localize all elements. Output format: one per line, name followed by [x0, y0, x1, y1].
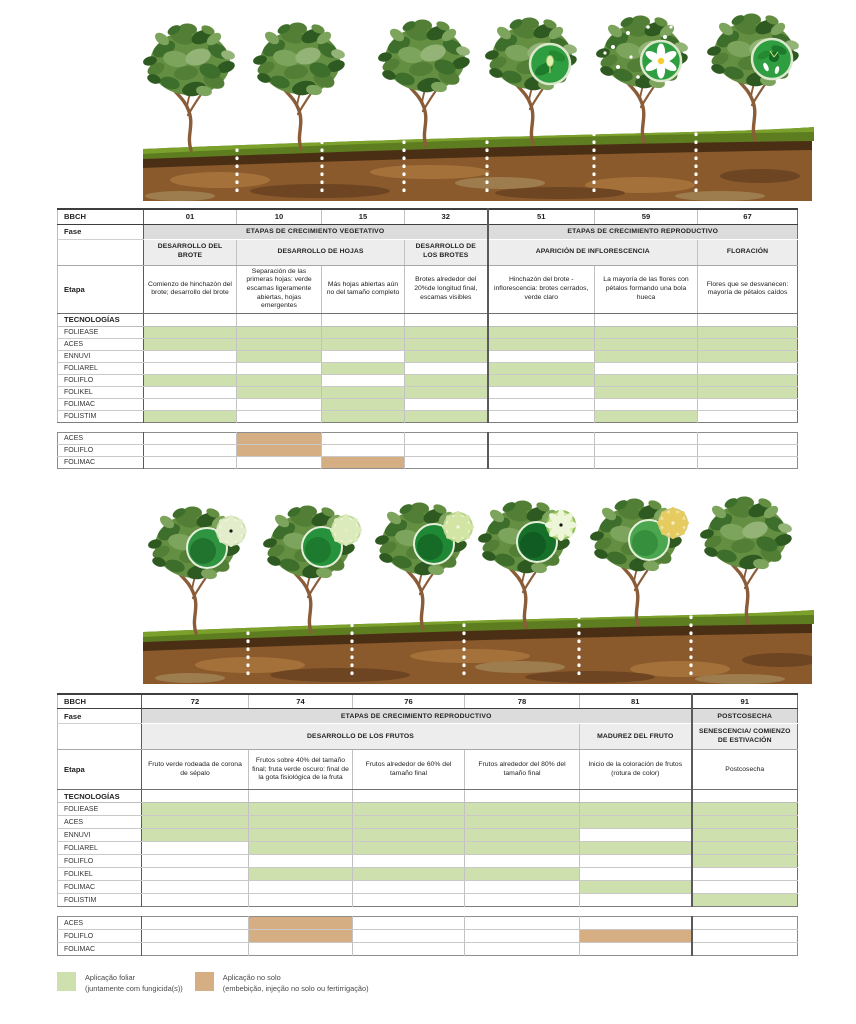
soil-cell-folimac-01 [144, 456, 237, 468]
foliar-cell-folikel-15 [322, 386, 405, 398]
foliar-cell-ennuvi-76 [353, 829, 465, 842]
bbch-stage-81: 81 [580, 694, 692, 709]
foliar-swatch-icon [57, 972, 76, 991]
subfase-band-aparici-n-de-inflorescencia: APARICIÓN DE INFLORESCENCIA [488, 239, 698, 265]
soil-cell-foliflo-76 [353, 930, 465, 943]
foliar-cell-foliarel-76 [353, 842, 465, 855]
soil-cell-folimac-81 [580, 943, 692, 956]
petal-fall-icon [752, 39, 792, 79]
bbch-stage-74: 74 [249, 694, 353, 709]
soil-cell-folimac-51 [488, 456, 595, 468]
tech-label-foliflo: FOLIFLO [58, 444, 144, 456]
foliar-cell-folistim-72 [142, 894, 249, 907]
etapa-stage-15: Más hojas abiertas aún no del tamaño completo [322, 265, 405, 313]
legend-foliar-label: Aplicação foliar [85, 973, 136, 983]
foliar-cell-folikel-81 [580, 868, 692, 881]
tech-label-folistim: FOLISTIM [64, 412, 97, 420]
soil-cell-aces-10 [237, 432, 322, 444]
foliar-cell-foliflo-81 [580, 855, 692, 868]
etapa-stage-81: Inicio de la coloración de frutos (rotura de color) [580, 750, 692, 790]
etapa-stage-91: Postcosecha [692, 750, 798, 790]
subfase-row [58, 239, 798, 265]
fase-band-etapas-de-crecimiento-reproductivo: ETAPAS DE CRECIMIENTO REPRODUCTIVO [142, 709, 692, 724]
legend-item-foliar [57, 972, 183, 994]
foliar-cell-ennuvi-32 [405, 350, 488, 362]
soil-cell-foliflo-74 [249, 930, 353, 943]
tech-label-folimac: FOLIMAC [58, 881, 142, 894]
foliar-row-folimac [58, 881, 798, 894]
soil-cell-folimac-76 [353, 943, 465, 956]
soil-cell-aces-78 [465, 917, 580, 930]
reproductive-table-section [57, 693, 798, 957]
foliar-cell-foliease-15 [322, 326, 405, 338]
foliar-cell-folistim-91 [692, 894, 798, 907]
soil-cell-folimac-67 [698, 456, 798, 468]
fase-row [58, 224, 798, 239]
soil-strip [143, 610, 818, 684]
etapa-stage-32: Brotes alrededor del 20%de longitud final, escamas visibles [405, 265, 488, 313]
tecnologias-cell-10 [237, 313, 322, 326]
foliar-row-folistim [58, 410, 798, 422]
soil-cell-aces-76 [353, 917, 465, 930]
etapa-row [58, 265, 798, 313]
foliar-cell-folikel-10 [237, 386, 322, 398]
tree-stage-01 [142, 23, 236, 150]
bbch-stage-72: 72 [142, 694, 249, 709]
foliar-cell-foliarel-59 [595, 362, 698, 374]
bottom-table [57, 693, 798, 908]
subfase-band-senescencia-comienzo-de-estivaci-n: SENESCENCIA/ COMIENZO DE ESTIVACIÓN [692, 724, 798, 750]
foliar-cell-folimac-15 [322, 398, 405, 410]
tecnologias-row [58, 313, 798, 326]
soil-cell-foliflo-59 [595, 444, 698, 456]
soil-cell-foliflo-10 [237, 444, 322, 456]
foliar-cell-folikel-91 [692, 868, 798, 881]
bbch-stage-32: 32 [405, 209, 488, 224]
foliar-cell-foliease-76 [353, 803, 465, 816]
foliar-cell-folimac-91 [692, 881, 798, 894]
tree-stage-32 [377, 19, 471, 146]
foliar-cell-foliease-81 [580, 803, 692, 816]
soil-cell-folimac-78 [465, 943, 580, 956]
soil-cell-folimac-74 [249, 943, 353, 956]
foliar-cell-folistim-76 [353, 894, 465, 907]
tecnologias-cell-15 [322, 313, 405, 326]
tree-stage-59 [595, 15, 689, 142]
foliar-cell-foliarel-10 [237, 362, 322, 374]
soil-row-aces [58, 917, 798, 930]
foliar-cell-folimac-74 [249, 881, 353, 894]
table-gap [57, 423, 798, 432]
tree-stage-67 [706, 13, 800, 140]
foliar-cell-folimac-10 [237, 398, 322, 410]
foliar-row-folimac [58, 398, 798, 410]
fase-row-label: Fase [58, 709, 142, 724]
tech-label-folikel: FOLIKEL [58, 386, 144, 398]
foliar-cell-foliease-91 [692, 803, 798, 816]
foliar-cell-folimac-72 [142, 881, 249, 894]
green-lime-slice-icon [330, 514, 362, 546]
foliar-cell-foliflo-78 [465, 855, 580, 868]
tecnologias-cell-67 [698, 313, 798, 326]
bbch-stage-15: 15 [322, 209, 405, 224]
foliar-cell-ennuvi-81 [580, 829, 692, 842]
foliar-cell-ennuvi-59 [595, 350, 698, 362]
top-soil-table [57, 432, 798, 469]
soil-cell-foliflo-81 [580, 930, 692, 943]
soil-cell-foliflo-32 [405, 444, 488, 456]
foliar-cell-folistim-10 [237, 410, 322, 422]
subfase-band-desarrollo-de-los-frutos: DESARROLLO DE LOS FRUTOS [142, 724, 580, 750]
tecnologias-cell-72 [142, 790, 249, 803]
tree-stage-51 [484, 17, 578, 144]
soil-cell-aces-59 [595, 432, 698, 444]
fase-band-etapas-de-crecimiento-reproductivo: ETAPAS DE CRECIMIENTO REPRODUCTIVO [488, 224, 798, 239]
foliar-cell-foliarel-81 [580, 842, 692, 855]
foliar-row-ennuvi [58, 350, 798, 362]
foliar-cell-folikel-74 [249, 868, 353, 881]
tech-label-foliflo: FOLIFLO [58, 855, 142, 868]
tech-label-ennuvi: ENNUVI [58, 829, 142, 842]
foliar-row-foliarel [58, 842, 798, 855]
foliar-cell-aces-59 [595, 338, 698, 350]
soil-cell-foliflo-72 [142, 930, 249, 943]
subfase-row-label-empty [58, 239, 144, 265]
foliar-cell-foliease-51 [488, 326, 595, 338]
foliar-cell-foliease-01 [144, 326, 237, 338]
foliar-row-foliflo [58, 855, 798, 868]
foliar-cell-foliease-78 [465, 803, 580, 816]
foliar-cell-foliarel-15 [322, 362, 405, 374]
bbch-stage-01: 01 [144, 209, 237, 224]
bbch-stage-67: 67 [698, 209, 798, 224]
foliar-cell-foliflo-32 [405, 374, 488, 386]
soil-cell-foliflo-78 [465, 930, 580, 943]
foliar-cell-aces-67 [698, 338, 798, 350]
tech-label-foliarel: FOLIAREL [58, 842, 142, 855]
legend-foliar-detail: (juntamente com fungicida(s)) [85, 984, 183, 994]
tech-label-folimac: FOLIMAC [58, 398, 144, 410]
foliar-cell-foliarel-91 [692, 842, 798, 855]
soil-cell-folimac-59 [595, 456, 698, 468]
foliar-cell-folimac-76 [353, 881, 465, 894]
soil-cell-aces-51 [488, 432, 595, 444]
foliar-cell-foliflo-74 [249, 855, 353, 868]
foliar-cell-foliease-59 [595, 326, 698, 338]
tech-label-aces: ACES [58, 338, 144, 350]
foliar-cell-folistim-81 [580, 894, 692, 907]
etapa-stage-78: Frutos alrededor del 80% del tamaño final [465, 750, 580, 790]
foliar-cell-aces-01 [144, 338, 237, 350]
open-white-flower-icon [641, 41, 681, 81]
reproductive-growth-illustration [0, 483, 856, 686]
bbch-stage-51: 51 [488, 209, 595, 224]
foliar-cell-folimac-51 [488, 398, 595, 410]
tecnologias-cell-01 [144, 313, 237, 326]
tech-label-folikel: FOLIKEL [58, 868, 142, 881]
foliar-cell-foliarel-78 [465, 842, 580, 855]
foliar-cell-foliarel-51 [488, 362, 595, 374]
subfase-band-desarrollo-de-los-brotes: DESARROLLO DE LOS BROTES [405, 239, 488, 265]
etapa-row [58, 750, 798, 790]
foliar-cell-aces-91 [692, 816, 798, 829]
legend [57, 972, 856, 994]
tech-label-foliflo: FOLIFLO [58, 374, 144, 386]
foliar-cell-ennuvi-74 [249, 829, 353, 842]
foliar-cell-ennuvi-91 [692, 829, 798, 842]
foliar-cell-foliflo-15 [322, 374, 405, 386]
foliar-cell-foliease-67 [698, 326, 798, 338]
soil-row-foliflo [58, 930, 798, 943]
bottom-soil-table [57, 916, 798, 956]
foliar-cell-aces-74 [249, 816, 353, 829]
foliar-cell-folikel-76 [353, 868, 465, 881]
foliar-cell-folikel-78 [465, 868, 580, 881]
foliar-row-aces [58, 816, 798, 829]
soil-strip [143, 127, 814, 201]
soil-row-folimac [58, 456, 798, 468]
fase-band-postcosecha: POSTCOSECHA [692, 709, 798, 724]
foliar-cell-folistim-74 [249, 894, 353, 907]
bbch-stage-91: 91 [692, 694, 798, 709]
soil-cell-folimac-72 [142, 943, 249, 956]
tech-label-folimac: FOLIMAC [64, 458, 96, 466]
fase-band-etapas-de-crecimiento-vegetativo: ETAPAS DE CRECIMIENTO VEGETATIVO [144, 224, 488, 239]
tecnologias-label: TECNOLOGÍAS [58, 790, 142, 803]
foliar-cell-ennuvi-78 [465, 829, 580, 842]
foliar-cell-folikel-32 [405, 386, 488, 398]
foliar-cell-aces-72 [142, 816, 249, 829]
foliar-row-folikel [58, 868, 798, 881]
subfase-row [58, 724, 798, 750]
green-lime-slice-icon [442, 511, 474, 543]
foliar-cell-foliflo-59 [595, 374, 698, 386]
etapa-stage-10: Separación de las primeras hojas: verde escamas ligeramente abiertas, hojas emergentes [237, 265, 322, 313]
subfase-band-madurez-del-fruto: MADUREZ DEL FRUTO [580, 724, 692, 750]
tecnologias-cell-74 [249, 790, 353, 803]
fase-row-label: Fase [58, 224, 144, 239]
foliar-cell-ennuvi-72 [142, 829, 249, 842]
foliar-row-foliease [58, 803, 798, 816]
foliar-cell-folistim-78 [465, 894, 580, 907]
legend-soil-detail: (embebição, injeção no solo ou fertirrigação) [222, 984, 369, 994]
foliar-cell-aces-78 [465, 816, 580, 829]
foliar-cell-ennuvi-15 [322, 350, 405, 362]
foliar-cell-folimac-81 [580, 881, 692, 894]
foliar-row-folikel [58, 386, 798, 398]
foliar-row-foliflo [58, 374, 798, 386]
foliar-cell-folistim-67 [698, 410, 798, 422]
foliar-cell-ennuvi-01 [144, 350, 237, 362]
soil-cell-aces-15 [322, 432, 405, 444]
foliar-cell-folikel-59 [595, 386, 698, 398]
foliar-cell-folistim-01 [144, 410, 237, 422]
etapa-stage-67: Flores que se desvanecen: mayoría de pétalos caídos [698, 265, 798, 313]
foliar-row-ennuvi [58, 829, 798, 842]
soil-cell-aces-01 [144, 432, 237, 444]
bbch-stage-59: 59 [595, 209, 698, 224]
soil-cell-folimac-32 [405, 456, 488, 468]
foliar-cell-foliflo-67 [698, 374, 798, 386]
foliar-cell-folimac-32 [405, 398, 488, 410]
bbch-row-label: BBCH [58, 694, 142, 709]
tech-label-foliease: FOLIEASE [58, 326, 144, 338]
foliar-cell-folistim-32 [405, 410, 488, 422]
foliar-cell-folimac-67 [698, 398, 798, 410]
subfase-band-desarrollo-de-hojas: DESARROLLO DE HOJAS [237, 239, 405, 265]
foliar-cell-folistim-59 [595, 410, 698, 422]
foliar-cell-foliarel-67 [698, 362, 798, 374]
foliar-cell-ennuvi-51 [488, 350, 595, 362]
foliar-cell-aces-15 [322, 338, 405, 350]
tree-stage-10 [252, 22, 346, 149]
tech-label-folimac: FOLIMAC [64, 945, 96, 953]
soil-cell-foliflo-15 [322, 444, 405, 456]
foliar-cell-foliease-32 [405, 326, 488, 338]
tecnologias-cell-76 [353, 790, 465, 803]
foliar-cell-foliarel-32 [405, 362, 488, 374]
vegetative-table-section [57, 208, 798, 469]
subfase-row-label-empty [58, 724, 142, 750]
foliar-cell-foliease-72 [142, 803, 249, 816]
soil-swatch-icon [195, 972, 214, 991]
foliar-cell-foliflo-51 [488, 374, 595, 386]
tecnologias-cell-51 [488, 313, 595, 326]
foliar-cell-ennuvi-67 [698, 350, 798, 362]
foliar-cell-foliflo-01 [144, 374, 237, 386]
tech-label-aces: ACES [58, 816, 142, 829]
soil-row-foliflo [58, 444, 798, 456]
foliar-cell-foliarel-74 [249, 842, 353, 855]
bbch-stage-10: 10 [237, 209, 322, 224]
soil-row-aces [58, 432, 798, 444]
bbch-row-label: BBCH [58, 209, 144, 224]
foliar-cell-foliease-10 [237, 326, 322, 338]
soil-cell-aces-72 [142, 917, 249, 930]
soil-cell-aces-67 [698, 432, 798, 444]
foliar-cell-folikel-51 [488, 386, 595, 398]
tech-label-aces: ACES [58, 432, 144, 444]
tecnologias-cell-59 [595, 313, 698, 326]
soil-row-folimac [58, 943, 798, 956]
foliar-cell-folimac-78 [465, 881, 580, 894]
foliar-cell-aces-32 [405, 338, 488, 350]
tech-label-folistim: FOLISTIM [64, 896, 97, 904]
closed-flower-bud-icon [530, 44, 570, 84]
table-gap [57, 907, 798, 916]
subfase-band-floraci-n: FLORACIÓN [698, 239, 798, 265]
soil-cell-foliflo-01 [144, 444, 237, 456]
fase-row [58, 709, 798, 724]
tecnologias-label: TECNOLOGÍAS [58, 313, 144, 326]
foliar-row-aces [58, 338, 798, 350]
foliar-cell-ennuvi-10 [237, 350, 322, 362]
bbch-row [58, 694, 798, 709]
etapa-stage-72: Fruto verde rodeada de corona de sépalo [142, 750, 249, 790]
top-table [57, 208, 798, 423]
foliar-cell-aces-76 [353, 816, 465, 829]
foliar-cell-folimac-01 [144, 398, 237, 410]
tech-label-foliease: FOLIEASE [58, 803, 142, 816]
foliar-cell-foliflo-91 [692, 855, 798, 868]
etapa-stage-01: Comienzo de hinchazón del brote; desarrollo del brote [144, 265, 237, 313]
foliar-cell-folimac-59 [595, 398, 698, 410]
foliar-cell-foliflo-76 [353, 855, 465, 868]
tecnologias-cell-32 [405, 313, 488, 326]
bbch-stage-76: 76 [353, 694, 465, 709]
tree-stage-91 [699, 496, 793, 623]
foliar-cell-folikel-72 [142, 868, 249, 881]
subfase-band-desarrollo-del-brote: DESARROLLO DEL BROTE [144, 239, 237, 265]
legend-item-soil [195, 972, 369, 994]
foliar-cell-folistim-15 [322, 410, 405, 422]
foliar-row-folistim [58, 894, 798, 907]
foliar-cell-foliarel-72 [142, 842, 249, 855]
tech-label-foliflo: FOLIFLO [58, 930, 142, 943]
foliar-cell-aces-51 [488, 338, 595, 350]
tech-label-foliarel: FOLIAREL [58, 362, 144, 374]
etapa-stage-76: Frutos alrededor de 60% del tamaño final [353, 750, 465, 790]
yellow-lime-slice-icon [657, 507, 689, 539]
soil-cell-foliflo-67 [698, 444, 798, 456]
tecnologias-cell-81 [580, 790, 692, 803]
soil-cell-aces-81 [580, 917, 692, 930]
legend-soil-label: Aplicação no solo [222, 973, 281, 983]
vegetative-growth-illustration [0, 0, 856, 203]
bbch-stage-78: 78 [465, 694, 580, 709]
etapa-stage-59: La mayoría de las flores con pétalos formando una bola hueca [595, 265, 698, 313]
soil-cell-foliflo-51 [488, 444, 595, 456]
soil-cell-folimac-15 [322, 456, 405, 468]
foliar-cell-foliarel-01 [144, 362, 237, 374]
etapa-row-label: Etapa [58, 750, 142, 790]
soil-cell-foliflo-91 [692, 930, 798, 943]
foliar-cell-folikel-67 [698, 386, 798, 398]
tecnologias-cell-91 [692, 790, 798, 803]
foliar-row-foliarel [58, 362, 798, 374]
soil-cell-folimac-10 [237, 456, 322, 468]
soil-cell-aces-74 [249, 917, 353, 930]
etapa-row-label: Etapa [58, 265, 144, 313]
foliar-cell-foliflo-10 [237, 374, 322, 386]
soil-cell-folimac-91 [692, 943, 798, 956]
foliar-cell-foliease-74 [249, 803, 353, 816]
foliar-cell-aces-81 [580, 816, 692, 829]
tecnologias-cell-78 [465, 790, 580, 803]
foliar-cell-folistim-51 [488, 410, 595, 422]
foliar-cell-folikel-01 [144, 386, 237, 398]
etapa-stage-51: Hinchazón del brote -inflorescencia: brotes cerrados, verde claro [488, 265, 595, 313]
foliar-cell-foliflo-72 [142, 855, 249, 868]
tech-label-ennuvi: ENNUVI [58, 350, 144, 362]
soil-cell-aces-91 [692, 917, 798, 930]
green-lime-slice-icon [545, 509, 577, 541]
soil-cell-aces-32 [405, 432, 488, 444]
green-lime-slice-icon [215, 515, 247, 547]
etapa-stage-74: Frutos sobre 40% del tamaño final; fruta verde oscuro: final de la gota fisiológica de la fruta [249, 750, 353, 790]
bbch-row [58, 209, 798, 224]
foliar-row-foliease [58, 326, 798, 338]
tecnologias-row [58, 790, 798, 803]
tech-label-aces: ACES [58, 917, 142, 930]
foliar-cell-aces-10 [237, 338, 322, 350]
